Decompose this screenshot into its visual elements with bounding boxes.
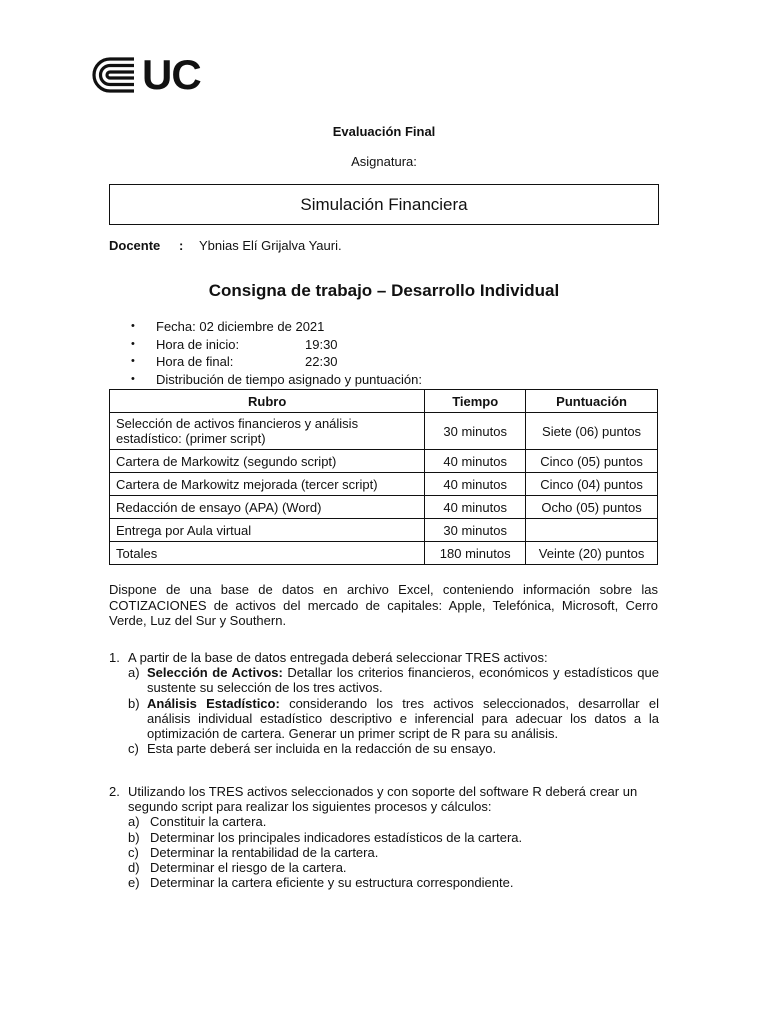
details-list	[131, 318, 422, 388]
list-item: b) Análisis Estadístico: considerando los tres activos seleccionados, desarrollar el análisis individual estadístico descriptivo e inferencial para adecuar los datos a la optimización de cartera. Generar un primer script de R para su análisis.	[128, 695, 659, 742]
docente-name: Ybnias Elí Grijalva Yauri.	[199, 238, 342, 253]
detail-distribution: • Distribución de tiempo asignado y puntuación:	[131, 371, 422, 389]
list-item: d) Determinar el riesgo de la cartera.	[128, 860, 347, 876]
table-cell: Siete (06) puntos	[526, 413, 658, 450]
table-row-totals	[110, 542, 658, 565]
assignment-heading: Consigna de trabajo – Desarrollo Individual	[208, 281, 560, 300]
table-row	[110, 450, 658, 473]
course-name: Simulación Financiera	[300, 194, 468, 214]
table-header: Tiempo	[425, 390, 526, 413]
intro-paragraph: Dispone de una base de datos en archivo Excel, conteniendo información sobre las COTIZACIONES de activos del mercado de capitales: Apple, Telefónica, Microsoft, Cerro Verde, Luz del Sur y Southern.	[109, 582, 658, 628]
list-item: b) Determinar los principales indicadores estadísticos de la cartera.	[128, 829, 523, 845]
question-text: A partir de la base de datos entregada deberá seleccionar TRES activos:	[128, 650, 548, 665]
table-cell: 180 minutos	[425, 542, 526, 565]
table-cell: Ocho (05) puntos	[526, 496, 658, 519]
table-cell: Cinco (05) puntos	[526, 450, 658, 473]
docente-line	[109, 238, 342, 253]
table-row	[110, 496, 658, 519]
table-cell: Veinte (20) puntos	[526, 542, 658, 565]
uc-logo-icon	[90, 56, 136, 94]
university-logo	[90, 51, 201, 98]
table-cell: Cinco (04) puntos	[526, 473, 658, 496]
list-item: a) Selección de Activos: Detallar los criterios financieros, económicos y estadísticos que sustente su selección de los tres activos.	[128, 665, 659, 696]
table-cell: 30 minutos	[425, 413, 526, 450]
score-table	[109, 389, 658, 565]
question-number: 2.	[109, 784, 120, 799]
table-header: Rubro	[110, 390, 425, 413]
list-item: a) Constituir la cartera.	[128, 814, 267, 830]
list-item: e) Determinar la cartera eficiente y su estructura correspondiente.	[128, 875, 514, 891]
table-cell: Totales	[110, 542, 425, 565]
detail-start-time: • Hora de inicio: 19:30	[131, 336, 422, 354]
question-text: Utilizando los TRES activos seleccionados y con soporte del software R deberá crear un segundo script para realizar los siguientes procesos y cálculos:	[128, 784, 638, 815]
question-number: 1.	[109, 650, 120, 665]
table-header-row	[110, 390, 658, 413]
table-row	[110, 413, 658, 450]
question-2	[109, 784, 659, 890]
question-1	[109, 650, 659, 756]
subject-label: Asignatura:	[351, 154, 417, 169]
table-cell: Redacción de ensayo (APA) (Word)	[110, 496, 425, 519]
detail-end-time: • Hora de final: 22:30	[131, 353, 422, 371]
detail-date: • Fecha: 02 diciembre de 2021	[131, 318, 422, 336]
table-header: Puntuación	[526, 390, 658, 413]
table-cell: Cartera de Markowitz (segundo script)	[110, 450, 425, 473]
table-cell: 40 minutos	[425, 473, 526, 496]
list-item: c) Determinar la rentabilidad de la cartera.	[128, 844, 379, 860]
table-cell: 30 minutos	[425, 519, 526, 542]
table-row	[110, 473, 658, 496]
table-cell: 40 minutos	[425, 496, 526, 519]
docente-sep: :	[179, 238, 184, 253]
docente-label: Docente	[109, 238, 161, 253]
table-cell: Cartera de Markowitz mejorada (tercer script)	[110, 473, 425, 496]
logo-text: UC	[142, 51, 201, 98]
evaluation-title: Evaluación Final	[332, 124, 436, 139]
table-cell	[526, 519, 658, 542]
table-cell: 40 minutos	[425, 450, 526, 473]
list-item: c) Esta parte deberá ser incluida en la redacción de su ensayo.	[128, 741, 497, 757]
table-row	[110, 519, 658, 542]
table-cell: Selección de activos financieros y análisis estadístico: (primer script)	[110, 413, 425, 450]
table-cell: Entrega por Aula virtual	[110, 519, 425, 542]
course-name-box	[109, 184, 659, 225]
